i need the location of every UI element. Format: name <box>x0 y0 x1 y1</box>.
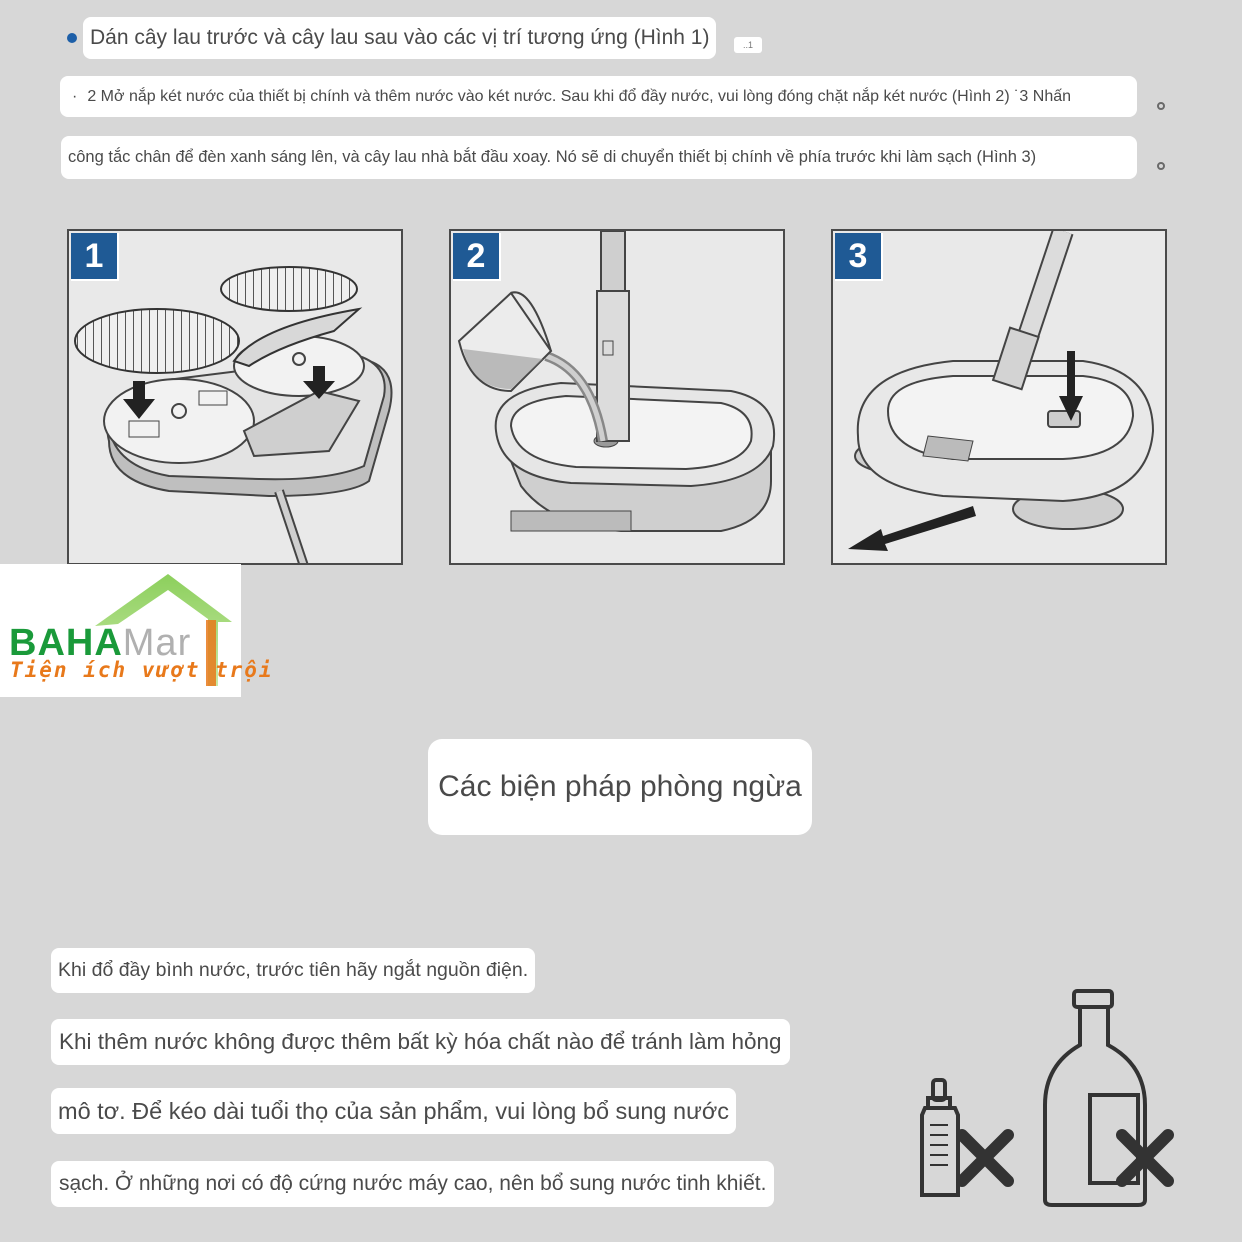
figure-3 <box>831 229 1167 565</box>
circle-marker-icon <box>1157 102 1165 110</box>
dropper-bottle-crossed-icon <box>922 1080 1008 1195</box>
precaution-line-3: mô tơ. Để kéo dài tuổi thọ của sản phẩm, vui lòng bổ sung nước <box>51 1088 736 1134</box>
figure-number-badge: 3 <box>835 233 883 281</box>
circle-marker-icon <box>1157 162 1165 170</box>
fill-water-illustration <box>451 231 785 565</box>
bullet-icon <box>67 33 77 43</box>
precaution-line-1: Khi đổ đầy bình nước, trước tiên hãy ngắt nguồn điện. <box>51 948 535 993</box>
instruction-step3-text: công tắc chân để đèn xanh sáng lên, và cây lau nhà bắt đầu xoay. Nó sẽ di chuyển thiết bị chính về phía trước khi làm sạch (Hình 3) <box>68 148 1037 166</box>
instruction-step2-marker: · <box>72 87 78 105</box>
brand-bold: BAHA <box>9 622 123 664</box>
figure-number-badge: 1 <box>71 233 119 281</box>
instruction-step2-text: 2 Mở nắp két nước của thiết bị chính và thêm nước vào két nước. Sau khi đổ đầy nước, vui lòng đóng chặt nắp két nước (Hình 2) ˙3 Nhấn <box>87 87 1072 105</box>
instruction-step1 <box>83 17 716 59</box>
figure-1 <box>67 229 403 565</box>
bottle-crossed-icon <box>1045 991 1168 1205</box>
brand-tagline: Tiện ích vượt trội <box>10 658 274 682</box>
instruction-step1-text: Dán cây lau trước và cây lau sau vào các vị trí tương ứng (Hình 1) <box>90 26 710 49</box>
foot-switch-illustration <box>833 231 1167 565</box>
precaution-line-2: Khi thêm nước không được thêm bất kỳ hóa chất nào để tránh làm hỏng <box>51 1019 790 1065</box>
brand-light: Mar <box>122 622 192 664</box>
instruction-step2 <box>60 76 1137 117</box>
figure-number-badge: 2 <box>453 233 501 281</box>
instruction-step3 <box>61 136 1137 179</box>
figure-2 <box>449 229 785 565</box>
precautions-heading: Các biện pháp phòng ngừa <box>428 739 812 835</box>
no-chemicals-illustration <box>900 985 1200 1225</box>
precaution-line-4: sạch. Ở những nơi có độ cứng nước máy cao, nên bổ sung nước tinh khiết. <box>51 1161 774 1207</box>
mop-pads-illustration <box>69 231 403 565</box>
instruction-step1-note: ..1 <box>734 37 762 53</box>
